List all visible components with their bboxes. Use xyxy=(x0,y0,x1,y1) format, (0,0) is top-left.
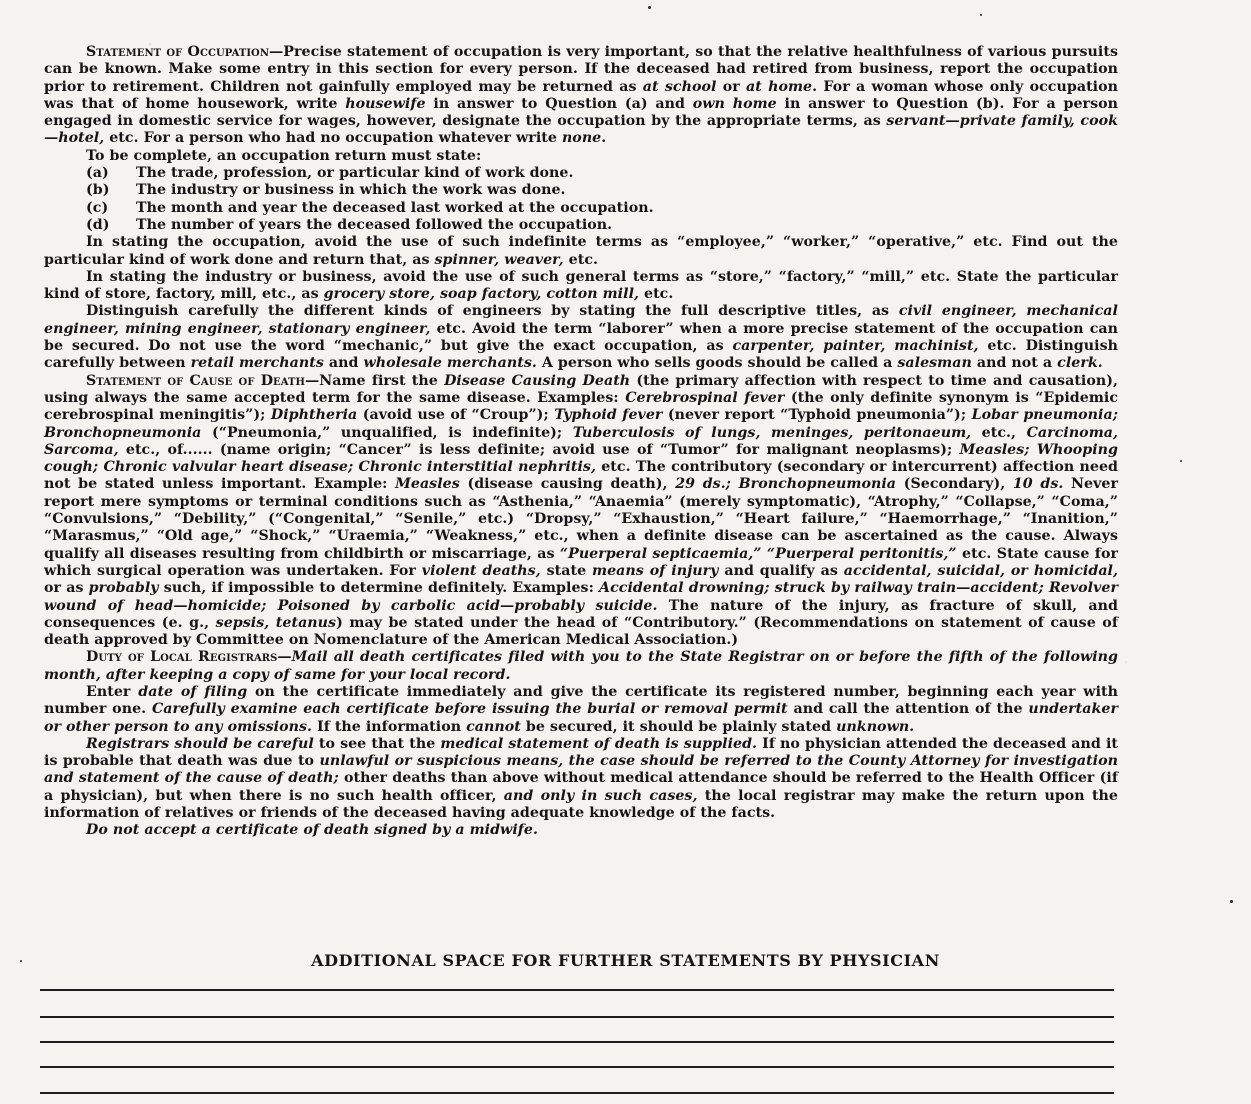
registrars-heading: Duty of Local Registrars xyxy=(86,649,278,666)
scan-speck xyxy=(980,14,982,16)
physician-statement-line xyxy=(40,1041,1114,1043)
industry-paragraph: In stating the industry or business, avoid the use of such general terms as “store,” “factory,” “mill,” etc. State the particular kind of store, factory, mill, etc., as grocery store, soap factory, cotton mill, etc. xyxy=(44,268,1118,303)
cause-heading: Statement of Cause of Death xyxy=(86,372,305,389)
occupation-requirements-list xyxy=(44,165,1118,234)
cause-of-death-paragraph: Statement of Cause of Death—Name first the Disease Causing Death (the primary affection with respect to time and causation), using always the same accepted term for the same disease. Examples: Cerebrospinal fever (the only definite synonym is “Epidemic cerebrospinal meningitis”); Diphtheria (avoid use of “Croup”); Typhoid fever (never report “Typhoid pneumonia”); Lobar pneumonia; Bronchopneumonia (“Pneumonia,” unqualified, is indefinite); Tuberculosis of lungs, meninges, peritonaeum, etc., Carcinoma, Sarcoma, etc., of...... (name origin; “Cancer” is less definite; avoid use of “Tumor” for malignant neoplasms); Measles; Whooping cough; Chronic valvular heart disease; Chronic interstitial nephritis, etc. The contributory (secondary or intercurrent) affection need not be stated unless important. Example: Measles (disease causing death), 29 ds.; Bronchopneumonia (Secondary), 10 ds. Never report mere symptoms or terminal conditions such as “Asthenia,” “Anaemia” (merely symptomatic), “Atrophy,” “Collapse,” “Coma,” “Convulsions,” “Debility,” (“Congenital,” “Senile,” etc.) “Dropsy,” “Exhaustion,” “Heart failure,” “Haemorrhage,” “Inanition,” “Marasmus,” “Old age,” “Shock,” “Uraemia,” “Weakness,” etc., when a definite disease can be ascertained as the cause. Always qualify all diseases resulting from childbirth or miscarriage, as “Puerperal septicaemia,” “Puerperal peritonitis,” etc. State cause for which surgical operation was undertaken. For violent deaths, state means of injury and qualify as accidental, suicidal, or homicidal, or as probably such, if impossible to determine definitely. Examples: Accidental drowning; struck by railway train—accident; Revolver wound of head—homicide; Poisoned by carbolic acid—probably suicide. The nature of the injury, as fracture of skull, and consequences (e. g., sepsis, tetanus) may be stated under the head of “Contributory.” (Recommendations on statement of cause of death approved by Committee on Nomenclature of the American Medical Association.) xyxy=(44,372,1119,649)
physician-statement-line xyxy=(40,1066,1114,1068)
occupation-heading: Statement of Occupation xyxy=(86,44,270,60)
list-item: (c) The month and year the deceased last worked at the occupation. xyxy=(86,199,654,216)
physician-statement-line xyxy=(40,1016,1114,1018)
filing-paragraph: Enter date of filing on the certificate immediately and give the certificate its registered number, beginning each year with number one. Carefully examine each certificate before issuing the burial or removal permit and call the attention of the undertaker or other person to any omissions. If the information cannot be secured, it should be plainly stated unknown. xyxy=(44,683,1119,735)
scan-speck xyxy=(20,960,22,962)
occupation-paragraph: Statement of Occupation—Precise statement of occupation is very important, so that the relative healthfulness of various pursuits can be known. Make some entry in this section for every person. If the deceased had retired from business, report the occupation prior to retirement. Children not gainfully employed may be returned as at school or at home. For a woman whose only occupation was that of home housework, write housewife in answer to Question (a) and own home in answer to Question (b). For a person engaged in domestic service for wages, however, designate the occupation by the appropriate terms, as servant—private family, cook—hotel, etc. For a person who had no occupation whatever write none. xyxy=(44,44,1119,147)
registrars-paragraph: Duty of Local Registrars—Mail all death certificates filed with you to the State Registrar on or before the fifth of the following month, after keeping a copy of same for your local record. xyxy=(44,649,1118,683)
list-item: (a) The trade, profession, or particular kind of work done. xyxy=(86,165,574,182)
medical-statement-paragraph: Registrars should be careful to see that the medical statement of death is supplied. If no physician attended the deceased and it is probable that death was due to unlawful or suspicious means, the case should be referred to the County Attorney for investigation and statement of the cause of death; other deaths than above without medical attendance should be referred to the Health Officer (if a physician), but when there is no such health officer, and only in such cases, the local registrar may make the return upon the information of relatives or friends of the deceased having adequate knowledge of the facts. xyxy=(44,735,1118,822)
physician-statement-line xyxy=(40,989,1114,991)
physician-statements-heading: ADDITIONAL SPACE FOR FURTHER STATEMENTS BY PHYSICIAN xyxy=(311,951,940,970)
list-item: (d) The number of years the deceased followed the occupation. xyxy=(86,216,613,233)
midwife-paragraph: Do not accept a certificate of death signed by a midwife. xyxy=(86,822,538,839)
engineers-paragraph: Distinguish carefully the different kinds of engineers by stating the full descriptive titles, as civil engineer, mechanical engineer, mining engineer, stationary engineer, etc. Avoid the term “laborer” when a more precise statement of the occupation can be secured. Do not use the word “mechanic,” but give the exact occupation, as carpenter, painter, machinist, etc. Distinguish carefully between retail merchants and wholesale merchants. A person who sells goods should be called a salesman and not a clerk. xyxy=(44,303,1118,372)
physician-statement-line xyxy=(40,1092,1114,1094)
scan-speck xyxy=(648,6,651,9)
scan-speck xyxy=(1180,460,1182,462)
list-item: (b) The industry or business in which the work was done. xyxy=(86,182,566,199)
occupation-terms-paragraph: In stating the occupation, avoid the use of such indefinite terms as “employee,” “worker,” “operative,” etc. Find out the particular kind of work done and return that, as spinner, weaver, etc. xyxy=(44,234,1118,268)
scan-speck xyxy=(1230,900,1233,903)
instructions-text xyxy=(44,44,1118,840)
occupation-complete-intro: To be complete, an occupation return must state: xyxy=(86,147,482,164)
